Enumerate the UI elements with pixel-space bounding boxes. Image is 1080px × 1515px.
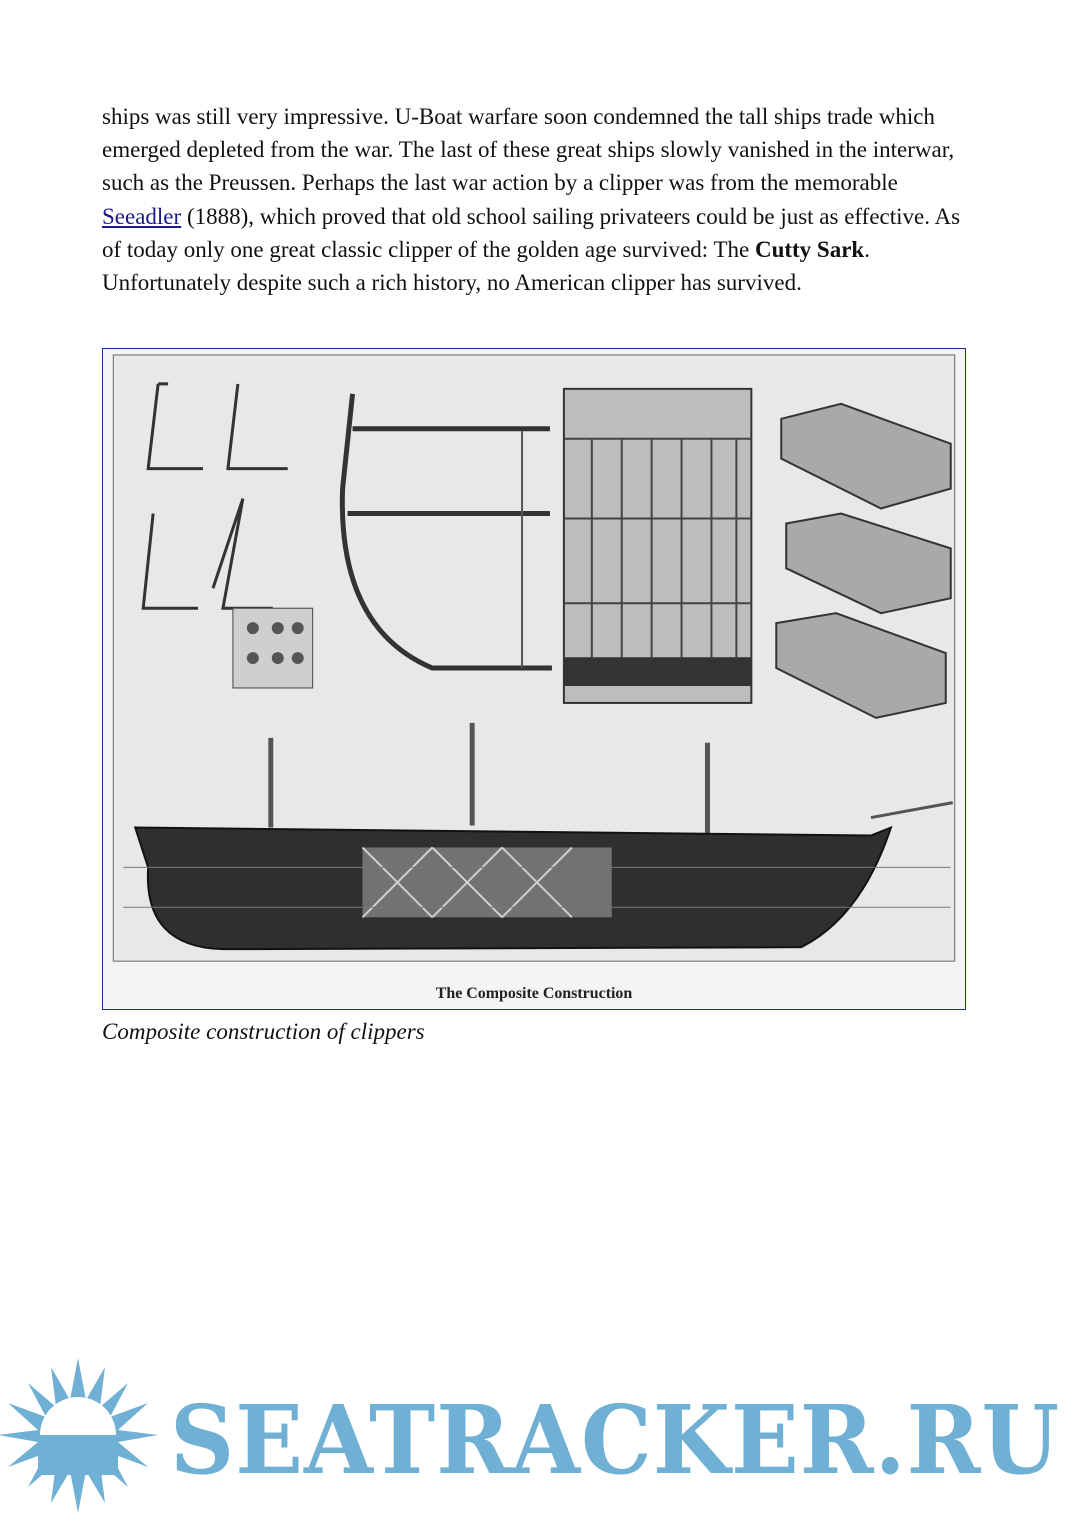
article-paragraph (102, 100, 972, 299)
figure-caption: Composite construction of clippers (102, 1019, 425, 1044)
seeadler-link[interactable]: Seeadler (102, 203, 182, 229)
cutty-sark-bold: Cutty Sark (754, 236, 865, 262)
seatracker-logo (0, 1355, 1080, 1515)
isometric-details (776, 404, 950, 718)
logo-text: SEATRACKER.RU (170, 1385, 1060, 1496)
paragraph-text-2: (1888), which proved that old school sailing privateers could be just as effective. As of today only one great classic clipper of the golden age survived: The (102, 203, 961, 262)
composite-construction-figure (102, 348, 966, 1010)
figure-title: The Composite Construction (435, 985, 633, 1003)
sun-burst-icon (0, 1358, 158, 1513)
ship-drawing (103, 349, 965, 1009)
paragraph-text-1: ships was still very impressive. U-Boat warfare soon condemned the tall ships trade which emerged depleted from the war. The last of these great ships slowly vanished in the interwar, such as the Preussen. Perhaps the last war action by a clipper was from the memorable (102, 104, 955, 196)
paragraph-text-3: . Unfortunately despite such a rich history, no American clipper has survived. (102, 236, 870, 296)
